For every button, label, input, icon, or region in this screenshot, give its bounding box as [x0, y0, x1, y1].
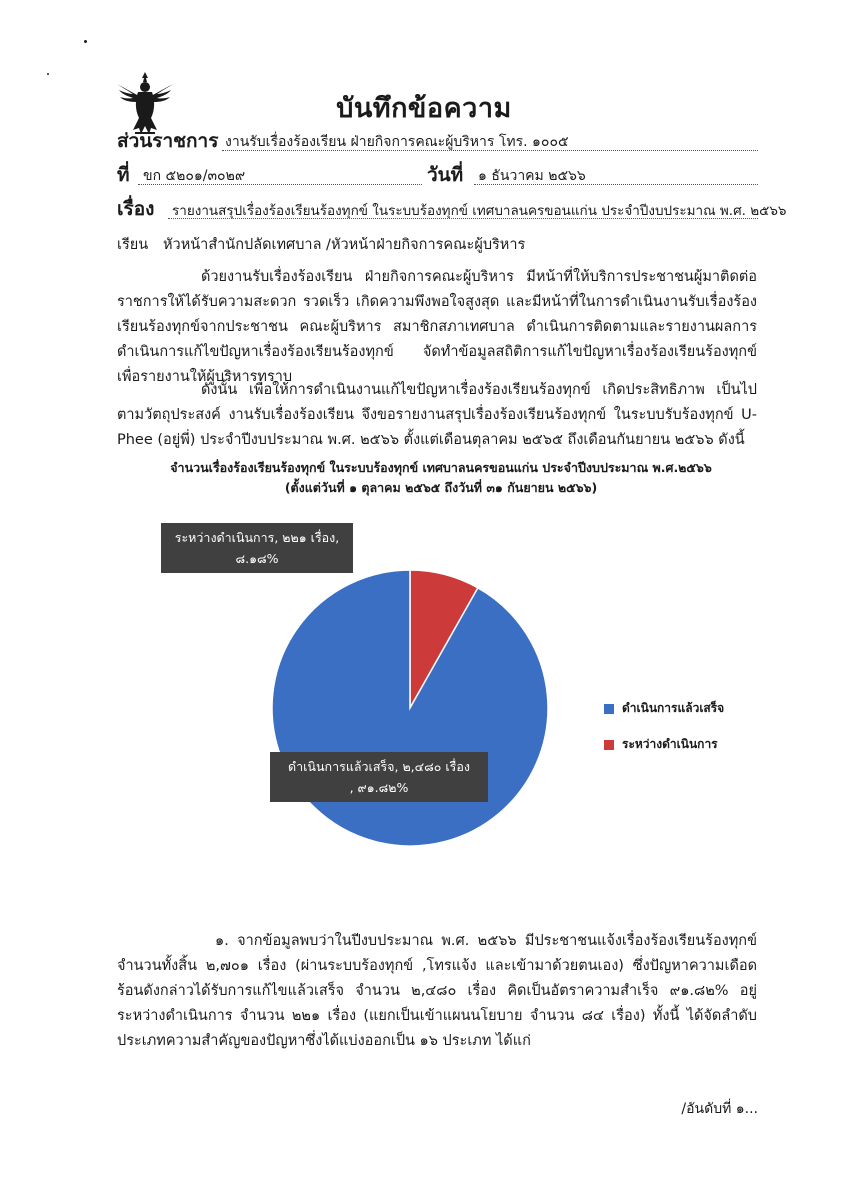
legend-swatch-in-progress [604, 740, 614, 750]
memo-title: บันทึกข้อความ [336, 93, 512, 124]
continued-marker: /อันดับที่ ๑... [681, 1101, 758, 1117]
data-label-in-progress-line2: ๘.๑๘% [235, 551, 279, 566]
date-value: ๑ ธันวาคม ๒๕๖๖ [478, 168, 586, 184]
to-value: หัวหน้าสำนักปลัดเทศบาล /หัวหน้าฝ่ายกิจการคณะผู้บริหาร [163, 237, 526, 253]
doc-no-label: ที่ [117, 164, 130, 186]
data-label-completed [270, 752, 488, 802]
subject-label: เรื่อง [117, 198, 155, 220]
dept-label: ส่วนราชการ [117, 130, 219, 152]
legend-label-in-progress: ระหว่างดำเนินการ [622, 737, 718, 751]
paragraph-report: ดังนั้น เพื่อให้การดำเนินงานแก้ไขปัญหาเรื่องร้องเรียนร้องทุกข์ เกิดประสิทธิภาพ เป็นไปตามวัตถุประสงค์ งานรับเรื่องร้องเรียน จึงขอรายงานสรุปเรื่องร้องเรียนร้องทุกข์ ในระบบรับร้องทุกข์ U-Phee (อยู่พี่) ประจำปีงบประมาณ พ.ศ. ๒๕๖๖ ตั้งแต่เดือนตุลาคม ๒๕๖๕ ถึงเดือนกันยายน ๒๕๖๖ ดังนี้ [117, 382, 757, 448]
dept-value: งานรับเรื่องร้องเรียน ฝ่ายกิจการคณะผู้บริหาร โทร. ๑๐๐๕ [225, 134, 569, 150]
legend-label-completed: ดำเนินการแล้วเสร็จ [622, 701, 725, 715]
date-label: วันที่ [427, 164, 464, 186]
paragraph-summary: ๑. จากข้อมูลพบว่าในปีงบประมาณ พ.ศ. ๒๕๖๖ มีประชาชนแจ้งเรื่องร้องเรียนร้องทุกข์จำนวนทั้งสิ้น ๒,๗๐๑ เรื่อง (ผ่านระบบร้องทุกข์ ,โทรแจ้ง และเข้ามาด้วยตนเอง) ซึ่งปัญหาความเดือดร้อนดังกล่าวได้รับการแก้ไขแล้วเสร็จ จำนวน ๒,๔๘๐ เรื่อง คิดเป็นอัตราความสำเร็จ ๙๑.๘๒% อยู่ระหว่างดำเนินการ จำนวน ๒๒๑ เรื่อง (แยกเป็นเข้าแผนนโยบาย จำนวน ๘๔ เรื่อง) ทั้งนี้ ได้จัดลำดับประเภทความสำคัญของปัญหาซึ่งได้แบ่งออกเป็น ๑๖ ประเภท ได้แก่ [117, 933, 757, 1049]
to-label: เรียน [117, 237, 149, 253]
subject-value: รายงานสรุปเรื่องร้องเรียนร้องทุกข์ ในระบบร้องทุกข์ เทศบาลนครขอนแก่น ประจำปีงบประมาณ พ.ศ. ๒๕๖๖ [172, 203, 787, 219]
legend-swatch-completed [604, 704, 614, 714]
pie-slice-completed [272, 570, 548, 846]
data-label-completed-line2: , ๙๑.๘๒% [349, 780, 409, 795]
legend-item-completed [604, 699, 724, 718]
legend-item-in-progress [604, 735, 718, 754]
data-label-in-progress [161, 523, 353, 573]
paragraph-intro: ด้วยงานรับเรื่องร้องเรียน ฝ่ายกิจการคณะผู้บริหาร มีหน้าที่ให้บริการประชาชนผู้มาติดต่อราชการให้ได้รับความสะดวก รวดเร็ว เกิดความพึงพอใจสูงสุด และมีหน้าที่ในการดำเนินงานรับเรื่องร้องเรียนร้องทุกข์จากประชาชน คณะผู้บริหาร สมาชิกสภาเทศบาล ดำเนินการติดตามและรายงานผลการดำเนินการแก้ไขปัญหาเรื่องร้องเรียนร้องทุกข์ จัดทำข้อมูลสถิติการแก้ไขปัญหาเรื่องร้องเรียนร้องทุกข์ เพื่อรายงานให้ผู้บริหารทราบ [117, 269, 757, 385]
data-label-in-progress-line1: ระหว่างดำเนินการ, ๒๒๑ เรื่อง, [174, 530, 340, 545]
doc-no-value: ขก ๕๒๐๑/๓๐๒๙ [143, 168, 246, 184]
chart-title: จำนวนเรื่องร้องเรียนร้องทุกข์ ในระบบร้องทุกข์ เทศบาลนครขอนแก่น ประจำปีงบประมาณ พ.ศ.๒๕๖๖ [170, 460, 712, 475]
data-label-completed-line1: ดำเนินการแล้วเสร็จ, ๒,๔๘๐ เรื่อง [288, 759, 470, 774]
chart-subtitle: (ตั้งแต่วันที่ ๑ ตุลาคม ๒๕๖๕ ถึงวันที่ ๓๑ กันยายน ๒๕๖๖) [284, 480, 598, 495]
